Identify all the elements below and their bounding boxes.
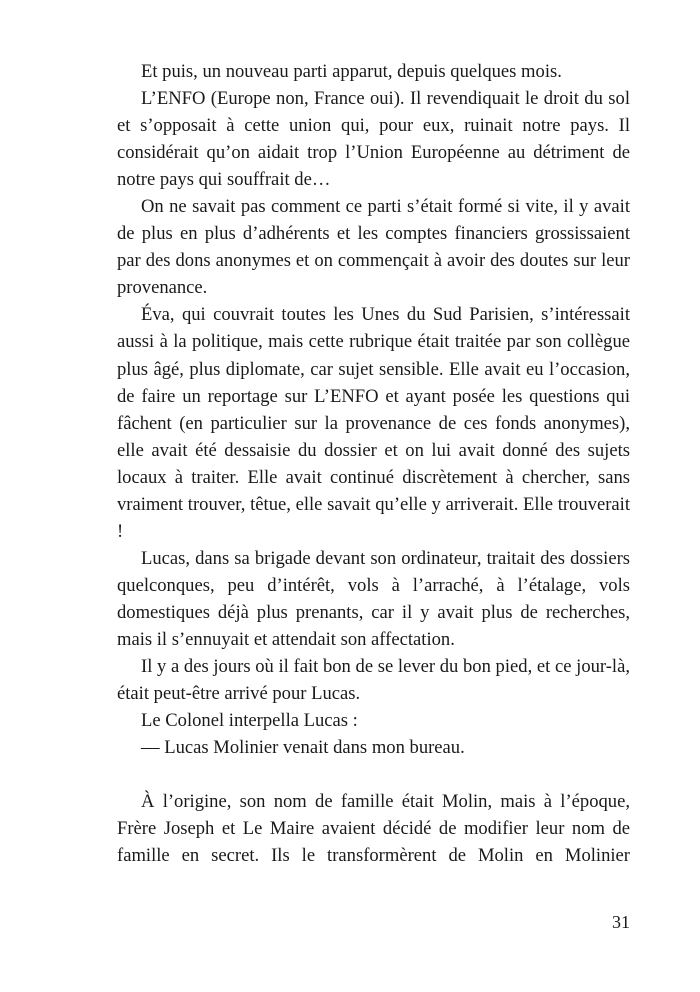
section-break [117,761,630,788]
dialogue-line: — Lucas Molinier venait dans mon bureau. [141,737,465,759]
paragraph-good-day: Il y a des jours où il fait bon de se lever du bon pied, et ce jour-là, était peut-être arrivé pour Lucas. [117,656,630,705]
paragraph-new-party: Et puis, un nouveau parti apparut, depuis quelques mois. [141,61,562,82]
paragraph-funding-doubts: On ne savait pas comment ce parti s’était formé si vite, il y avait de plus en plus d’adhérents et les comptes financiers grossissaient par des dons anonymes et on commençait à avoir des doutes sur leur provenance. [117,196,630,299]
page-body [117,58,630,869]
paragraph-lucas-brigade: Lucas, dans sa brigade devant son ordinateur, traitait des dossiers quelconques, peu d’intérêt, vols à l’arraché, à l’étalage, vols domestiques déjà plus prenants, car il y avait plus de recherches, mais il s’ennuyait et attendait son affectation. [117,547,630,650]
paragraph-origin-name: À l’origine, son nom de famille était Molin, mais à l’époque, Frère Joseph et Le Maire avaient décidé de modifier leur nom de famille en secret. Ils le transformèrent de Molin en Molinier [117,791,630,867]
paragraph-enfo: L’ENFO (Europe non, France oui). Il revendiquait le droit du sol et s’opposait à cette union qui, pour eux, ruinait notre pays. Il considérait qu’on aidait trop l’Union Européenne au détriment de notre pays qui souffrait de… [117,88,630,191]
page-number: 31 [612,912,630,932]
paragraph-colonel: Le Colonel interpella Lucas : [141,710,358,732]
paragraph-eva: Éva, qui couvrait toutes les Unes du Sud Parisien, s’intéressait aussi à la politique, mais cette rubrique était traitée par son collègue plus âgé, plus diplomate, car sujet sensible. Elle avait eu l’occasion, de faire un reportage sur L’ENFO et ayant posée les questions qui fâchent (en particulier sur la provenance de ces fonds anonymes), elle avait été dessaisie du dossier et on lui avait donné des sujets locaux à traiter. Elle avait continué discrètement à chercher, sans vraiment trouver, têtue, elle savait qu’elle y arriverait. Elle trouverait ! [117,304,630,542]
